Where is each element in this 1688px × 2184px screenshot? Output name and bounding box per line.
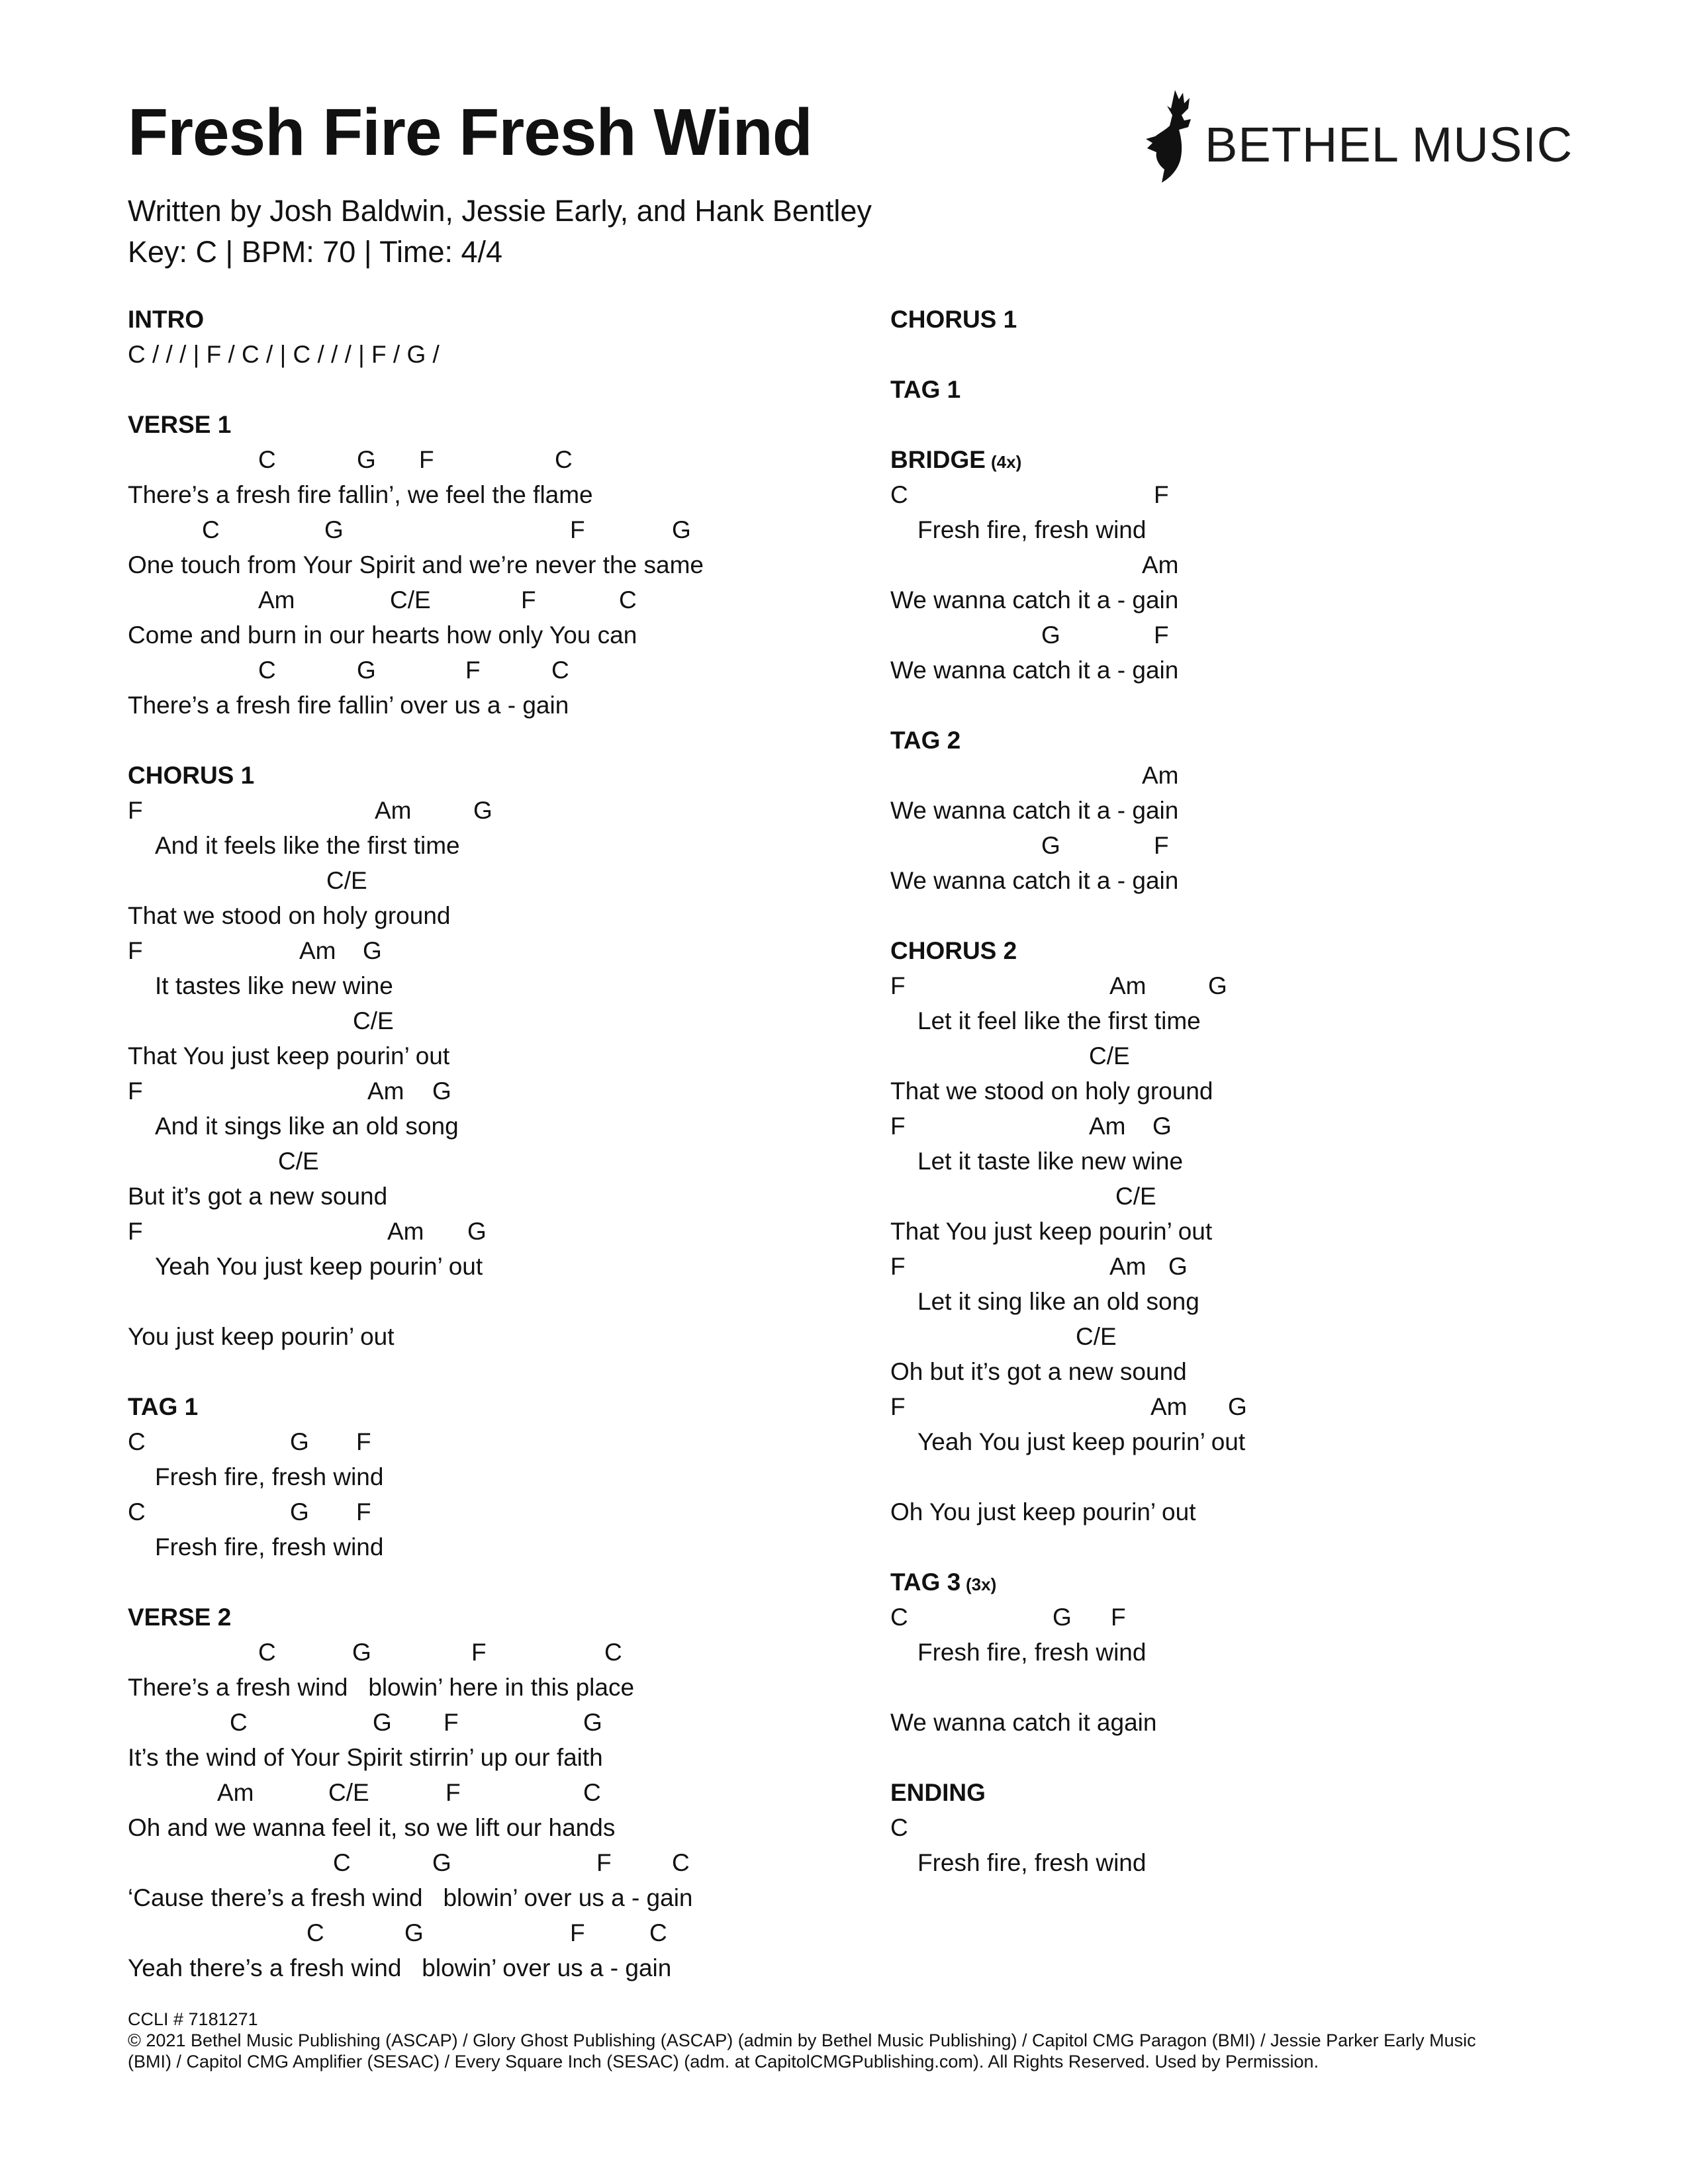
spacer <box>128 1565 856 1600</box>
chord-line <box>128 1073 856 1109</box>
chord-symbol: F <box>1154 481 1169 508</box>
lyric-line <box>128 1950 856 1985</box>
lyric-line <box>128 617 856 653</box>
section-heading-label: TAG 2 <box>890 727 961 754</box>
chord-symbol: Am <box>1142 551 1179 578</box>
chord-line <box>890 1109 1618 1144</box>
chord-symbol: G <box>357 446 376 473</box>
chord-symbol: G <box>1041 621 1060 649</box>
spacer <box>890 337 1618 372</box>
chord-symbol: C <box>672 1849 690 1876</box>
lyric-line <box>890 1284 1618 1319</box>
chord-symbol: G <box>583 1709 602 1736</box>
lyric-text: We wanna catch it again <box>890 1709 1157 1736</box>
section-heading-label: VERSE 1 <box>128 411 232 438</box>
chord-symbol: F <box>356 1498 371 1525</box>
lyric-text: Yeah there’s a fresh wind blowin’ over us a - gain <box>128 1954 672 1981</box>
chord-symbol: G <box>352 1639 371 1666</box>
footer <box>128 2009 1584 2072</box>
deer-head-icon <box>1142 86 1201 185</box>
lyric-line <box>128 1880 856 1915</box>
lyric-line <box>890 1144 1618 1179</box>
chord-symbol: F <box>1154 832 1169 859</box>
chord-symbol: G <box>290 1428 309 1455</box>
lyric-text: Oh You just keep pourin’ out <box>890 1498 1196 1525</box>
lyric-line <box>890 582 1618 617</box>
lyric-line <box>890 1424 1618 1459</box>
lyric-line <box>890 512 1618 547</box>
chord-symbol: C/E <box>328 1779 369 1806</box>
lyric-text: Fresh fire, fresh wind <box>155 1463 384 1490</box>
song-meta: Key: C | BPM: 70 | Time: 4/4 <box>128 235 503 269</box>
lyric-line <box>128 1319 856 1354</box>
chord-line <box>128 863 856 898</box>
chord-symbol: G <box>324 516 344 543</box>
chord-line <box>128 1845 856 1880</box>
chord-symbol: G <box>363 937 382 964</box>
lyric-line <box>128 1109 856 1144</box>
chord-line <box>128 1705 856 1740</box>
section-heading <box>890 442 1618 477</box>
spacer <box>128 372 856 407</box>
spacer <box>128 723 856 758</box>
brand-name: BETHEL MUSIC <box>1205 117 1573 172</box>
lyric-text: Fresh fire, fresh wind <box>155 1533 384 1561</box>
chord-line <box>890 1319 1618 1354</box>
chord-line <box>128 512 856 547</box>
chord-symbol: Am <box>1142 762 1179 789</box>
chord-symbol: F <box>445 1779 461 1806</box>
lyric-line <box>890 1003 1618 1038</box>
chord-line <box>890 1600 1618 1635</box>
written-by: Written by Josh Baldwin, Jessie Early, and Hank Bentley <box>128 194 872 228</box>
chord-symbol: Am <box>1089 1113 1126 1140</box>
chord-symbol: C <box>128 1428 146 1455</box>
lyric-text: Fresh fire, fresh wind <box>917 516 1147 543</box>
section-heading-label: CHORUS 2 <box>890 937 1017 964</box>
chord-symbol: C <box>890 1814 908 1841</box>
chord-symbol: G <box>373 1709 392 1736</box>
chord-symbol: G <box>357 657 376 684</box>
left-column <box>128 302 856 1985</box>
lyric-line <box>128 1038 856 1073</box>
section-heading-label: INTRO <box>128 306 205 333</box>
lyric-line <box>128 1179 856 1214</box>
chord-symbol: C <box>604 1639 622 1666</box>
lyric-text: That we stood on holy ground <box>128 902 451 929</box>
section-heading-label: TAG 1 <box>128 1393 199 1420</box>
chord-symbol: Am <box>1150 1393 1188 1420</box>
lyric-line <box>128 1810 856 1845</box>
section-heading <box>128 1600 856 1635</box>
section-heading-label: BRIDGE <box>890 446 986 473</box>
chord-symbol: F <box>128 797 143 824</box>
chord-line <box>128 1003 856 1038</box>
section-heading <box>128 407 856 442</box>
section-heading-label: TAG 1 <box>890 376 961 403</box>
section-heading <box>890 372 1618 407</box>
chord-symbol: F <box>128 1077 143 1105</box>
chord-symbol: C/E <box>390 586 431 614</box>
lyric-line <box>128 1740 856 1775</box>
chord-symbol: F <box>521 586 536 614</box>
lyric-line <box>890 1073 1618 1109</box>
lyric-line <box>128 898 856 933</box>
spacer <box>890 898 1618 933</box>
chord-symbol: F <box>128 1218 143 1245</box>
lyric-text: It’s the wind of Your Spirit stirrin’ up our faith <box>128 1744 603 1771</box>
lyric-text: Let it feel like the first time <box>917 1007 1201 1034</box>
chord-line <box>890 477 1618 512</box>
chord-line <box>890 1179 1618 1214</box>
chord-line <box>890 968 1618 1003</box>
chord-line <box>890 1810 1618 1845</box>
bethel-music-logo <box>1142 86 1573 185</box>
lyric-text: Let it taste like new wine <box>917 1148 1184 1175</box>
section-heading-label: ENDING <box>890 1779 986 1806</box>
chord-symbol: G <box>672 516 691 543</box>
lyric-line <box>890 793 1618 828</box>
chord-symbol: G <box>1152 1113 1172 1140</box>
section-heading-label: VERSE 2 <box>128 1604 232 1631</box>
chord-symbol: C <box>555 446 573 473</box>
lyric-text: Come and burn in our hearts how only You can <box>128 621 637 649</box>
chord-symbol: C <box>202 516 220 543</box>
lyric-text: One touch from Your Spirit and we’re never the same <box>128 551 704 578</box>
chord-symbol: F <box>570 516 585 543</box>
chord-symbol: G <box>1041 832 1060 859</box>
chord-symbol: F <box>471 1639 487 1666</box>
chord-symbol: G <box>1228 1393 1247 1420</box>
chord-symbol: C/E <box>353 1007 394 1034</box>
chord-symbol: G <box>432 1077 451 1105</box>
lyric-line <box>890 1845 1618 1880</box>
chord-symbol: C/E <box>1115 1183 1156 1210</box>
chord-symbol: C <box>619 586 637 614</box>
chord-line <box>128 1144 856 1179</box>
section-heading <box>890 933 1618 968</box>
lyric-text: And it sings like an old song <box>155 1113 459 1140</box>
chord-line <box>128 1214 856 1249</box>
chord-symbol: G <box>1208 972 1227 999</box>
lyric-line <box>128 1670 856 1705</box>
chord-symbol: C <box>583 1779 601 1806</box>
chord-symbol: G <box>404 1919 424 1946</box>
lyric-line <box>890 863 1618 898</box>
section-heading <box>128 758 856 793</box>
lyric-text: But it’s got a new sound <box>128 1183 388 1210</box>
spacer <box>890 1459 1618 1494</box>
chord-symbol: Am <box>367 1077 404 1105</box>
lyric-line <box>128 828 856 863</box>
chord-symbol: Am <box>1109 972 1147 999</box>
chord-symbol: G <box>467 1218 487 1245</box>
chord-symbol: C <box>890 481 908 508</box>
chord-symbol: G <box>432 1849 451 1876</box>
lyric-line <box>128 688 856 723</box>
spacer <box>890 688 1618 723</box>
chord-symbol: C <box>551 657 569 684</box>
chord-line <box>128 1915 856 1950</box>
chord-symbol: F <box>128 937 143 964</box>
lyric-text: That we stood on holy ground <box>890 1077 1213 1105</box>
section-heading <box>128 302 856 337</box>
lyric-text: Yeah You just keep pourin’ out <box>917 1428 1246 1455</box>
spacer <box>890 407 1618 442</box>
chord-line <box>128 1775 856 1810</box>
section-heading <box>890 1565 1618 1600</box>
chord-line <box>890 547 1618 582</box>
lyric-text: That You just keep pourin’ out <box>890 1218 1213 1245</box>
chord-symbol: Am <box>299 937 336 964</box>
lyric-text: And it feels like the first time <box>155 832 460 859</box>
chord-symbol: F <box>419 446 434 473</box>
lyric-text: C / / / | F / C / | C / / / | F / G / <box>128 341 440 368</box>
lyric-text: Fresh fire, fresh wind <box>917 1849 1147 1876</box>
chord-symbol: C <box>333 1849 351 1876</box>
chord-line <box>128 1494 856 1529</box>
lyric-text: We wanna catch it a - gain <box>890 797 1179 824</box>
lyric-line <box>128 1529 856 1565</box>
chord-symbol: C/E <box>1089 1042 1130 1069</box>
chord-line <box>128 933 856 968</box>
spacer <box>128 1284 856 1319</box>
chord-symbol: C/E <box>1076 1323 1117 1350</box>
lyric-text: We wanna catch it a - gain <box>890 657 1179 684</box>
lyric-text: Oh and we wanna feel it, so we lift our hands <box>128 1814 616 1841</box>
chord-symbol: Am <box>1109 1253 1147 1280</box>
lyric-line <box>890 1354 1618 1389</box>
lyric-text: Yeah You just keep pourin’ out <box>155 1253 483 1280</box>
section-heading <box>890 723 1618 758</box>
ccli-number: CCLI # 7181271 <box>128 2009 258 2029</box>
spacer <box>890 1529 1618 1565</box>
chord-line <box>890 1038 1618 1073</box>
chord-symbol: F <box>570 1919 585 1946</box>
section-heading-label: TAG 3 <box>890 1569 961 1596</box>
chord-symbol: Am <box>375 797 412 824</box>
section-heading-label: CHORUS 1 <box>128 762 255 789</box>
spacer <box>890 1740 1618 1775</box>
song-credits <box>128 191 872 273</box>
chord-symbol: C/E <box>278 1148 319 1175</box>
lyric-text: You just keep pourin’ out <box>128 1323 395 1350</box>
chord-symbol: F <box>1111 1604 1126 1631</box>
chord-symbol: G <box>1168 1253 1188 1280</box>
lyric-text: ‘Cause there’s a fresh wind blowin’ over us a - gain <box>128 1884 693 1911</box>
chord-symbol: F <box>890 1393 906 1420</box>
chord-line <box>128 442 856 477</box>
lyric-line <box>890 1705 1618 1740</box>
chord-symbol: C <box>258 1639 276 1666</box>
chord-line <box>890 1389 1618 1424</box>
chord-line <box>128 582 856 617</box>
spacer <box>128 1354 856 1389</box>
chord-symbol: C <box>128 1498 146 1525</box>
repeat-note: (3x) <box>966 1574 997 1594</box>
chord-line <box>890 758 1618 793</box>
chord-line <box>128 1635 856 1670</box>
chord-symbol: C/E <box>326 867 367 894</box>
chord-symbol: Am <box>387 1218 424 1245</box>
chord-line <box>890 1249 1618 1284</box>
section-heading <box>128 1389 856 1424</box>
chord-symbol: F <box>890 1253 906 1280</box>
chord-line <box>890 617 1618 653</box>
lyric-line <box>890 1214 1618 1249</box>
lyric-line <box>128 547 856 582</box>
chord-symbol: F <box>465 657 481 684</box>
lyric-text: There’s a fresh fire fallin’, we feel the flame <box>128 481 593 508</box>
lyric-line <box>128 968 856 1003</box>
lyric-text: Fresh fire, fresh wind <box>917 1639 1147 1666</box>
chord-line <box>128 1424 856 1459</box>
chord-symbol: C <box>258 446 276 473</box>
chord-symbol: F <box>1154 621 1169 649</box>
repeat-note: (4x) <box>991 452 1022 472</box>
copyright-line-1: © 2021 Bethel Music Publishing (ASCAP) / Glory Ghost Publishing (ASCAP) (admin by Bethel Music Publishing) / Capitol CMG Paragon (BMI) / Jessie Parker Early Music <box>128 2030 1476 2050</box>
lyric-text: Oh but it’s got a new sound <box>890 1358 1187 1385</box>
chord-line <box>128 653 856 688</box>
chord-symbol: G <box>1053 1604 1072 1631</box>
lyric-text: We wanna catch it a - gain <box>890 867 1179 894</box>
lyric-line <box>890 653 1618 688</box>
lyric-text: Let it sing like an old song <box>917 1288 1199 1315</box>
chord-symbol: G <box>290 1498 309 1525</box>
section-heading-label: CHORUS 1 <box>890 306 1017 333</box>
lyric-line <box>128 1249 856 1284</box>
lyric-line <box>128 337 856 372</box>
chord-symbol: G <box>473 797 492 824</box>
chord-symbol: F <box>356 1428 371 1455</box>
chord-symbol: C <box>306 1919 324 1946</box>
lyric-line <box>890 1494 1618 1529</box>
song-title: Fresh Fire Fresh Wind <box>128 95 812 169</box>
copyright-line-2: (BMI) / Capitol CMG Amplifier (SESAC) / Every Square Inch (SESAC) (adm. at CapitolCMGPublishing.com). All Rights Reserved. Used by Permission. <box>128 2052 1319 2071</box>
chord-symbol: C <box>258 657 276 684</box>
section-heading <box>890 302 1618 337</box>
lyric-line <box>890 1635 1618 1670</box>
chord-symbol: C <box>230 1709 248 1736</box>
chord-symbol: F <box>890 972 906 999</box>
chord-symbol: F <box>444 1709 459 1736</box>
lyric-text: It tastes like new wine <box>155 972 393 999</box>
lyric-text: There’s a fresh fire fallin’ over us a - gain <box>128 692 569 719</box>
lyric-line <box>128 1459 856 1494</box>
lyric-text: There’s a fresh wind blowin’ here in this place <box>128 1674 635 1701</box>
chord-line <box>890 828 1618 863</box>
section-heading <box>890 1775 1618 1810</box>
chord-line <box>128 793 856 828</box>
lyric-text: We wanna catch it a - gain <box>890 586 1179 614</box>
chord-symbol: F <box>890 1113 906 1140</box>
right-column <box>890 302 1618 1880</box>
chord-symbol: C <box>890 1604 908 1631</box>
lyric-text: That You just keep pourin’ out <box>128 1042 450 1069</box>
spacer <box>890 1670 1618 1705</box>
chord-symbol: Am <box>258 586 295 614</box>
chord-symbol: C <box>649 1919 667 1946</box>
chord-symbol: F <box>596 1849 612 1876</box>
chord-symbol: Am <box>217 1779 254 1806</box>
lyric-line <box>128 477 856 512</box>
